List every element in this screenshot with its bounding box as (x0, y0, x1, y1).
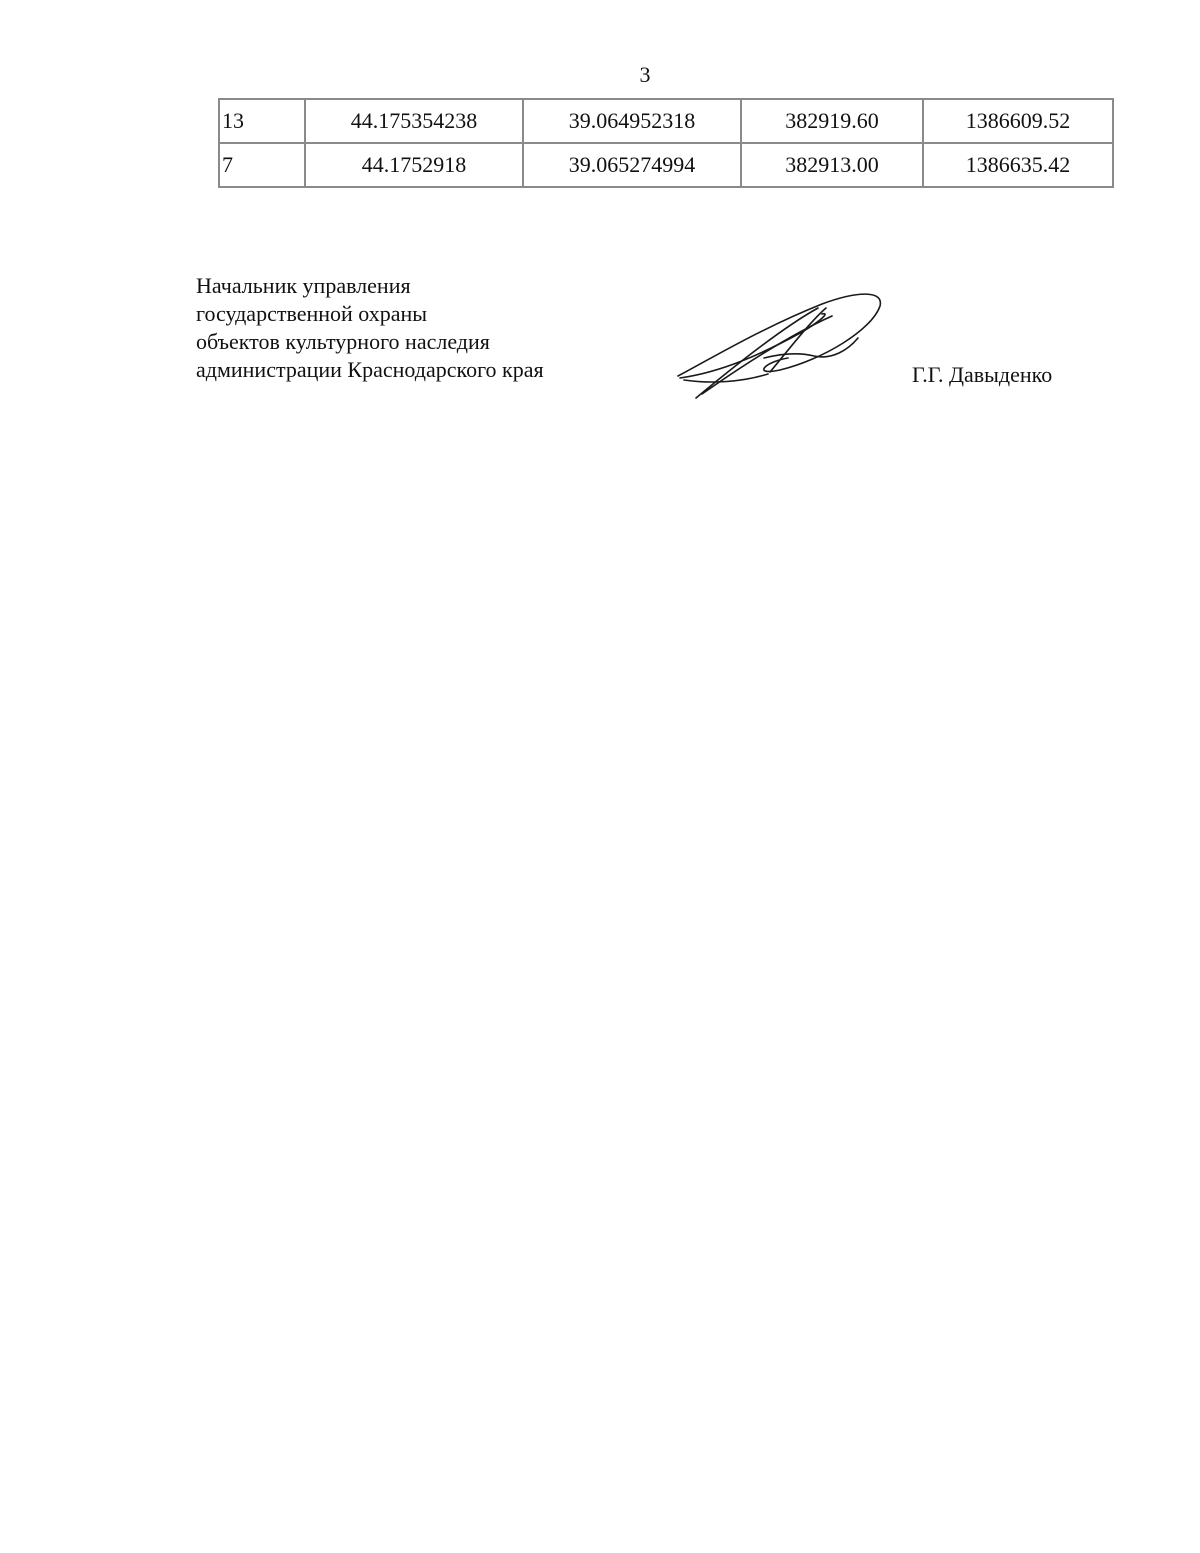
position-line: Начальник управления (196, 273, 411, 298)
x-coordinate-cell: 382919.60 (741, 99, 923, 143)
position-line: администрации Краснодарского края (196, 357, 544, 382)
y-coordinate-cell: 1386635.42 (923, 143, 1113, 187)
page-number: 3 (639, 62, 651, 87)
x-coordinate-cell: 382913.00 (741, 143, 923, 187)
point-number-cell: 13 (219, 99, 305, 143)
point-number-cell: 7 (219, 143, 305, 187)
longitude-cell: 39.064952318 (523, 99, 741, 143)
signatory-position (196, 272, 544, 384)
signer-name: Г.Г. Давыденко (912, 362, 1053, 387)
handwritten-signature (672, 288, 892, 404)
coordinates-table (218, 98, 1114, 188)
table-row (219, 99, 1113, 143)
position-line: объектов культурного наследия (196, 329, 490, 354)
y-coordinate-cell: 1386609.52 (923, 99, 1113, 143)
position-line: государственной охраны (196, 301, 428, 326)
latitude-cell: 44.1752918 (305, 143, 523, 187)
longitude-cell: 39.065274994 (523, 143, 741, 187)
table-row (219, 143, 1113, 187)
latitude-cell: 44.175354238 (305, 99, 523, 143)
